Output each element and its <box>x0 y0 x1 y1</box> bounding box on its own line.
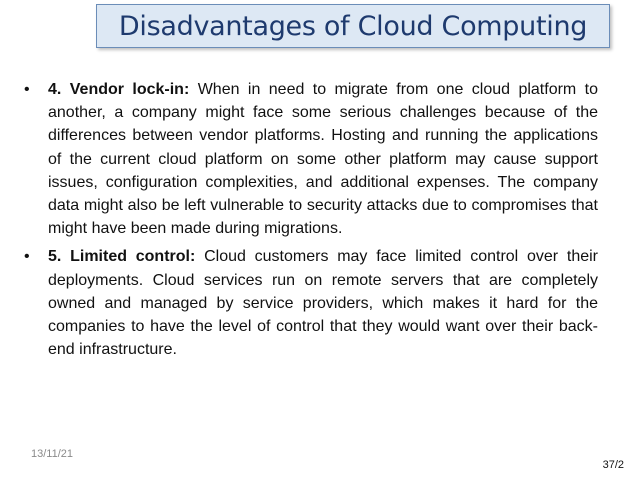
bullet-marker: • <box>24 248 30 266</box>
bullet-limited-control <box>24 245 598 361</box>
slide-date: 13/11/21 <box>31 448 74 460</box>
bullet-heading: 5. Limited control: <box>48 248 205 266</box>
bullet-text: Cloud customers may face limited control over their deployments. Cloud services run on remote servers that are completely owned and managed by service providers, which makes it hard for the companies to have the level of control that they would want over their back-end infrastructure. <box>48 248 598 359</box>
bullet-marker: • <box>24 81 30 98</box>
page-number: 37/2 <box>602 459 624 471</box>
bullet-heading: 4. Vendor lock-in: <box>48 81 198 98</box>
bullet-list <box>24 78 598 366</box>
slide-title-box <box>96 4 610 48</box>
bullet-text: When in need to migrate from one cloud platform to another, a company might face some serious challenges because of the differences between vendor platforms. Hosting and running the applications of the current cloud platform on some other platform may cause support issues, configuration complexities, and additional expenses. The company data might also be left vulnerable to security attacks due to compromises that might have been made during migrations. <box>48 81 598 238</box>
bullet-vendor-lock-in <box>24 78 598 240</box>
slide-title: Disadvantages of Cloud Computing <box>118 10 588 42</box>
